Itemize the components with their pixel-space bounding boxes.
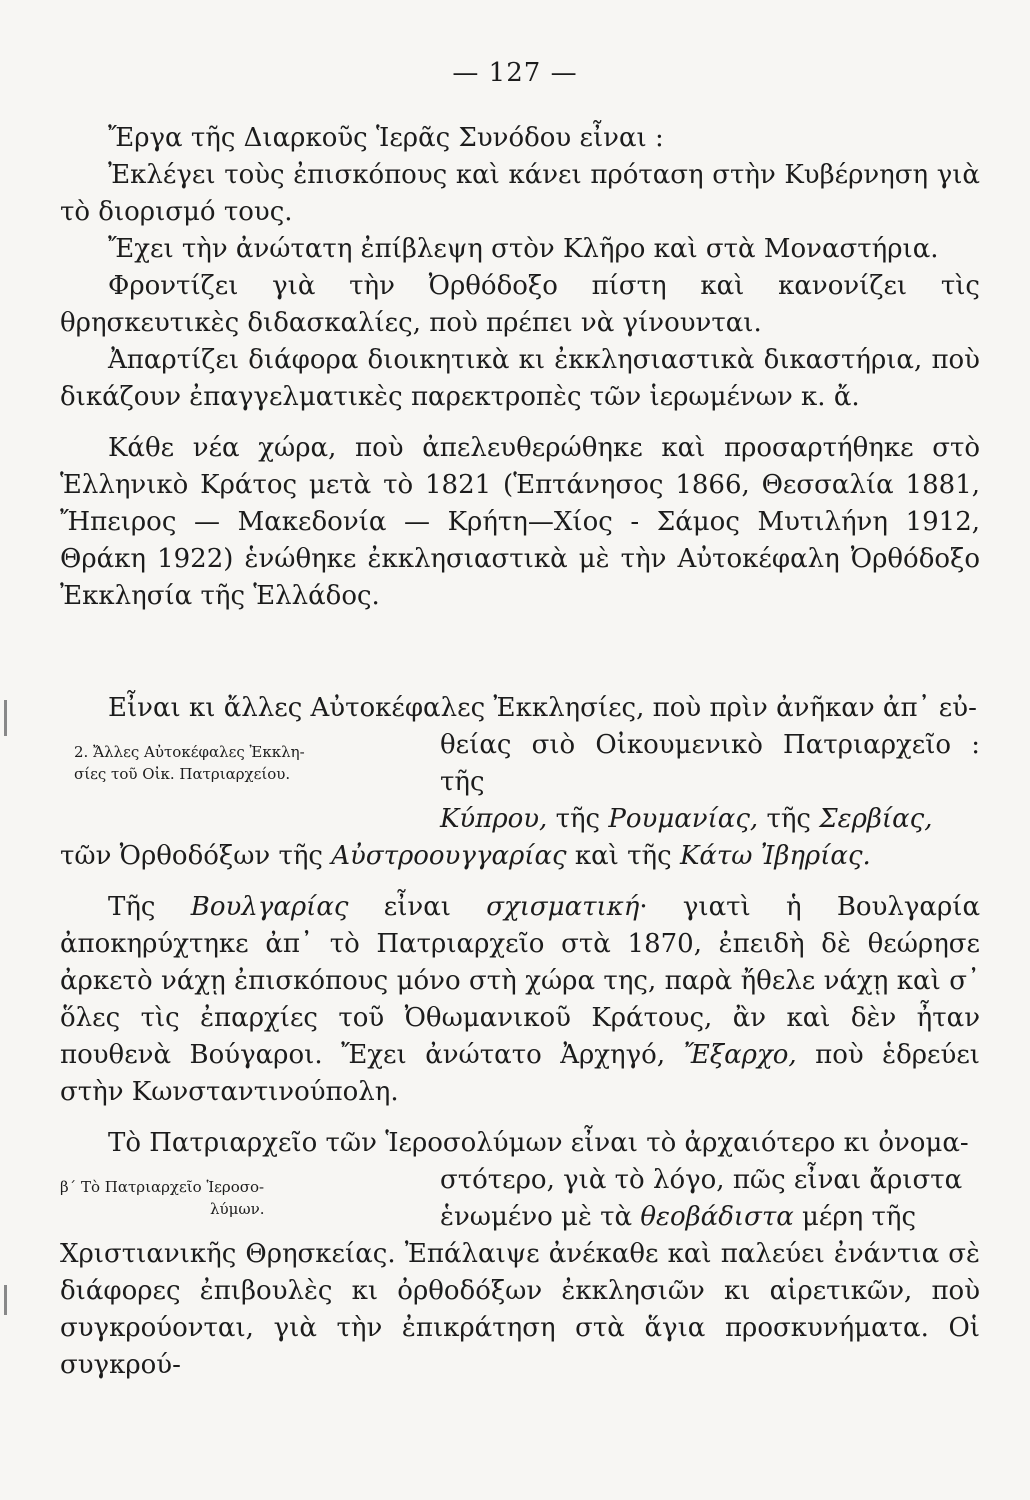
- side-text-line: στότερο, γιὰ τὸ λόγο, πῶς εἶναι ἄριστα: [440, 1165, 963, 1195]
- italic-word: θεοβάδιστα: [640, 1202, 794, 1232]
- paragraph: Ἔχει τὴν ἀνώτατη ἐπίβλεψη στὸν Κλῆρο καὶ στὰ Μοναστήρια.: [108, 234, 939, 264]
- marginal-note-line: β΄ Τὸ Πατριαρχεῖο Ἱεροσο-: [60, 1178, 265, 1196]
- text-run: τῆς: [547, 804, 609, 834]
- scan-edge-mark: [4, 1285, 7, 1315]
- italic-name: Σερβίας,: [819, 804, 933, 834]
- marginal-row: [60, 1162, 980, 1236]
- paragraph: Κάθε νέα χώρα, ποὺ ἀπελευθερώθηκε καὶ προσαρτήθηκε στὸ Ἑλληνικὸ Κράτος μετὰ τὸ 1821 (Ἑπτάνησος 1866, Θεσσαλία 1881, Ἤπειρος — Μακεδονία — Κρήτη—Χίος - Σάμος Μυτιλήνη 1912, Θράκη 1922) ἑνώθηκε ἐκκλησιαστικὰ μὲ τὴν Αὐτοκέφαλη Ὀρθόδοξο Ἐκκλησία τῆς Ἑλλάδος.: [60, 433, 980, 611]
- italic-name: Ἔξαρχο,: [683, 1040, 797, 1070]
- text-run: τῶν Ὀρθοδόξων τῆς: [60, 841, 332, 871]
- marginal-note-line: λύμων.: [210, 1200, 265, 1218]
- text-run: εἶναι: [348, 892, 487, 922]
- text-run: · γιατὶ ἡ Βουλγαρία ἀποκηρύχτηκε ἀπ᾽ τὸ Πατριαρχεῖο στὰ 1870, ἐπειδὴ δὲ θεώρησε ἀρκετὸ νάχῃ ἐπισκόπους μόνο στὴ χώρα της, παρὰ ἤθελε νάχῃ καὶ σ᾽ ὅλες τὶς ἐπαρχίες τοῦ Ὀθωμανικοῦ Κράτους, ἂν καὶ δὲν ἦταν πουθενὰ Βούγαροι. Ἔχει ἀνώτατο Ἀρχηγό,: [60, 892, 980, 1070]
- marginal-row: [60, 727, 980, 838]
- text-run: καὶ τῆς: [566, 841, 680, 871]
- italic-name: Ρουμανίας,: [608, 804, 759, 834]
- italic-word: σχισματική: [486, 892, 640, 922]
- marginal-note: [60, 1162, 440, 1220]
- side-text: [440, 1162, 980, 1236]
- paragraph-first-line: Τὸ Πατριαρχεῖο τῶν Ἱεροσολύμων εἶναι τὸ ἀρχαιότερο κι ὀνομα-: [108, 1128, 969, 1158]
- scan-edge-mark: [4, 700, 7, 736]
- side-text-line: θείας σιὸ Οἰκουμενικὸ Πατριαρχεῖο : τῆς: [440, 730, 980, 797]
- side-text: [440, 727, 980, 838]
- paragraph: Ἔργα τῆς Διαρκοῦς Ἱερᾶς Συνόδου εἶναι :: [108, 123, 664, 153]
- paragraph: [60, 889, 980, 1111]
- autocephalous-section: [60, 690, 980, 1111]
- italic-name: Κύπρου,: [440, 804, 548, 834]
- side-text-line: [440, 801, 980, 838]
- text-run: ποὺ ἑδρεύει στὴν Κωνσταντινούπολη.: [60, 1040, 980, 1107]
- paragraph-first-line: Εἶναι κι ἄλλες Αὐτοκέφαλες Ἐκκλησίες, ποὺ πρὶν ἀνῆκαν ἀπ᾽ εὐ-: [108, 693, 977, 723]
- paragraph: Φροντίζει γιὰ τὴν Ὀρθόδοξο πίστη καὶ κανονίζει τὶς θρησκευτικὲς διδασκαλίες, ποὺ πρέπει νὰ γίνουνται.: [60, 271, 980, 338]
- text-run: ἑνωμένο μὲ τὰ: [440, 1202, 641, 1232]
- marginal-note-line: 2. Ἄλλες Αὐτοκέφαλες Ἐκκλη-: [74, 743, 305, 761]
- side-text-line: [440, 1199, 980, 1236]
- text-run: τῆς: [758, 804, 820, 834]
- jerusalem-section: [60, 1125, 980, 1384]
- marginal-note: [60, 727, 440, 785]
- paragraph-continuation: Χριστιανικῆς Θρησκείας. Ἐπάλαιψε ἀνέκαθε καὶ παλεύει ἐνάντια σὲ διάφορες ἐπιβουλὲς κι ὀρθοδόξων ἐκκλησιῶν κι αἱρετικῶν, ποὺ συγκρούονται, γιὰ τὴν ἐπικράτηση στὰ ἅγια προσκυνήματα. Οἱ συγκρού-: [60, 1239, 980, 1380]
- italic-name: Αὐστροουγγαρίας: [331, 841, 567, 871]
- marginal-note-line: σίες τοῦ Οἰκ. Πατριαρχείου.: [74, 765, 291, 783]
- italic-name: Βουλγαρίας: [190, 892, 349, 922]
- paragraph: Ἐκλέγει τοὺς ἐπισκόπους καὶ κάνει πρόταση στὴν Κυβέρνηση γιὰ τὸ διορισμό τους.: [60, 160, 980, 227]
- italic-name: Κάτω Ἰβηρίας.: [679, 841, 871, 871]
- page-number: — 127 —: [452, 58, 578, 88]
- paragraph-continuation: [60, 838, 980, 875]
- text-run: μέρη τῆς: [793, 1202, 917, 1232]
- paragraph: Ἀπαρτίζει διάφορα διοικητικὰ κι ἐκκλησιαστικὰ δικαστήρια, ποὺ δικάζουν ἐπαγγελματικὲς παρεκτροπὲς τῶν ἱερωμένων κ. ἄ.: [60, 345, 980, 412]
- text-run: Τῆς: [108, 892, 191, 922]
- main-text: [60, 120, 980, 615]
